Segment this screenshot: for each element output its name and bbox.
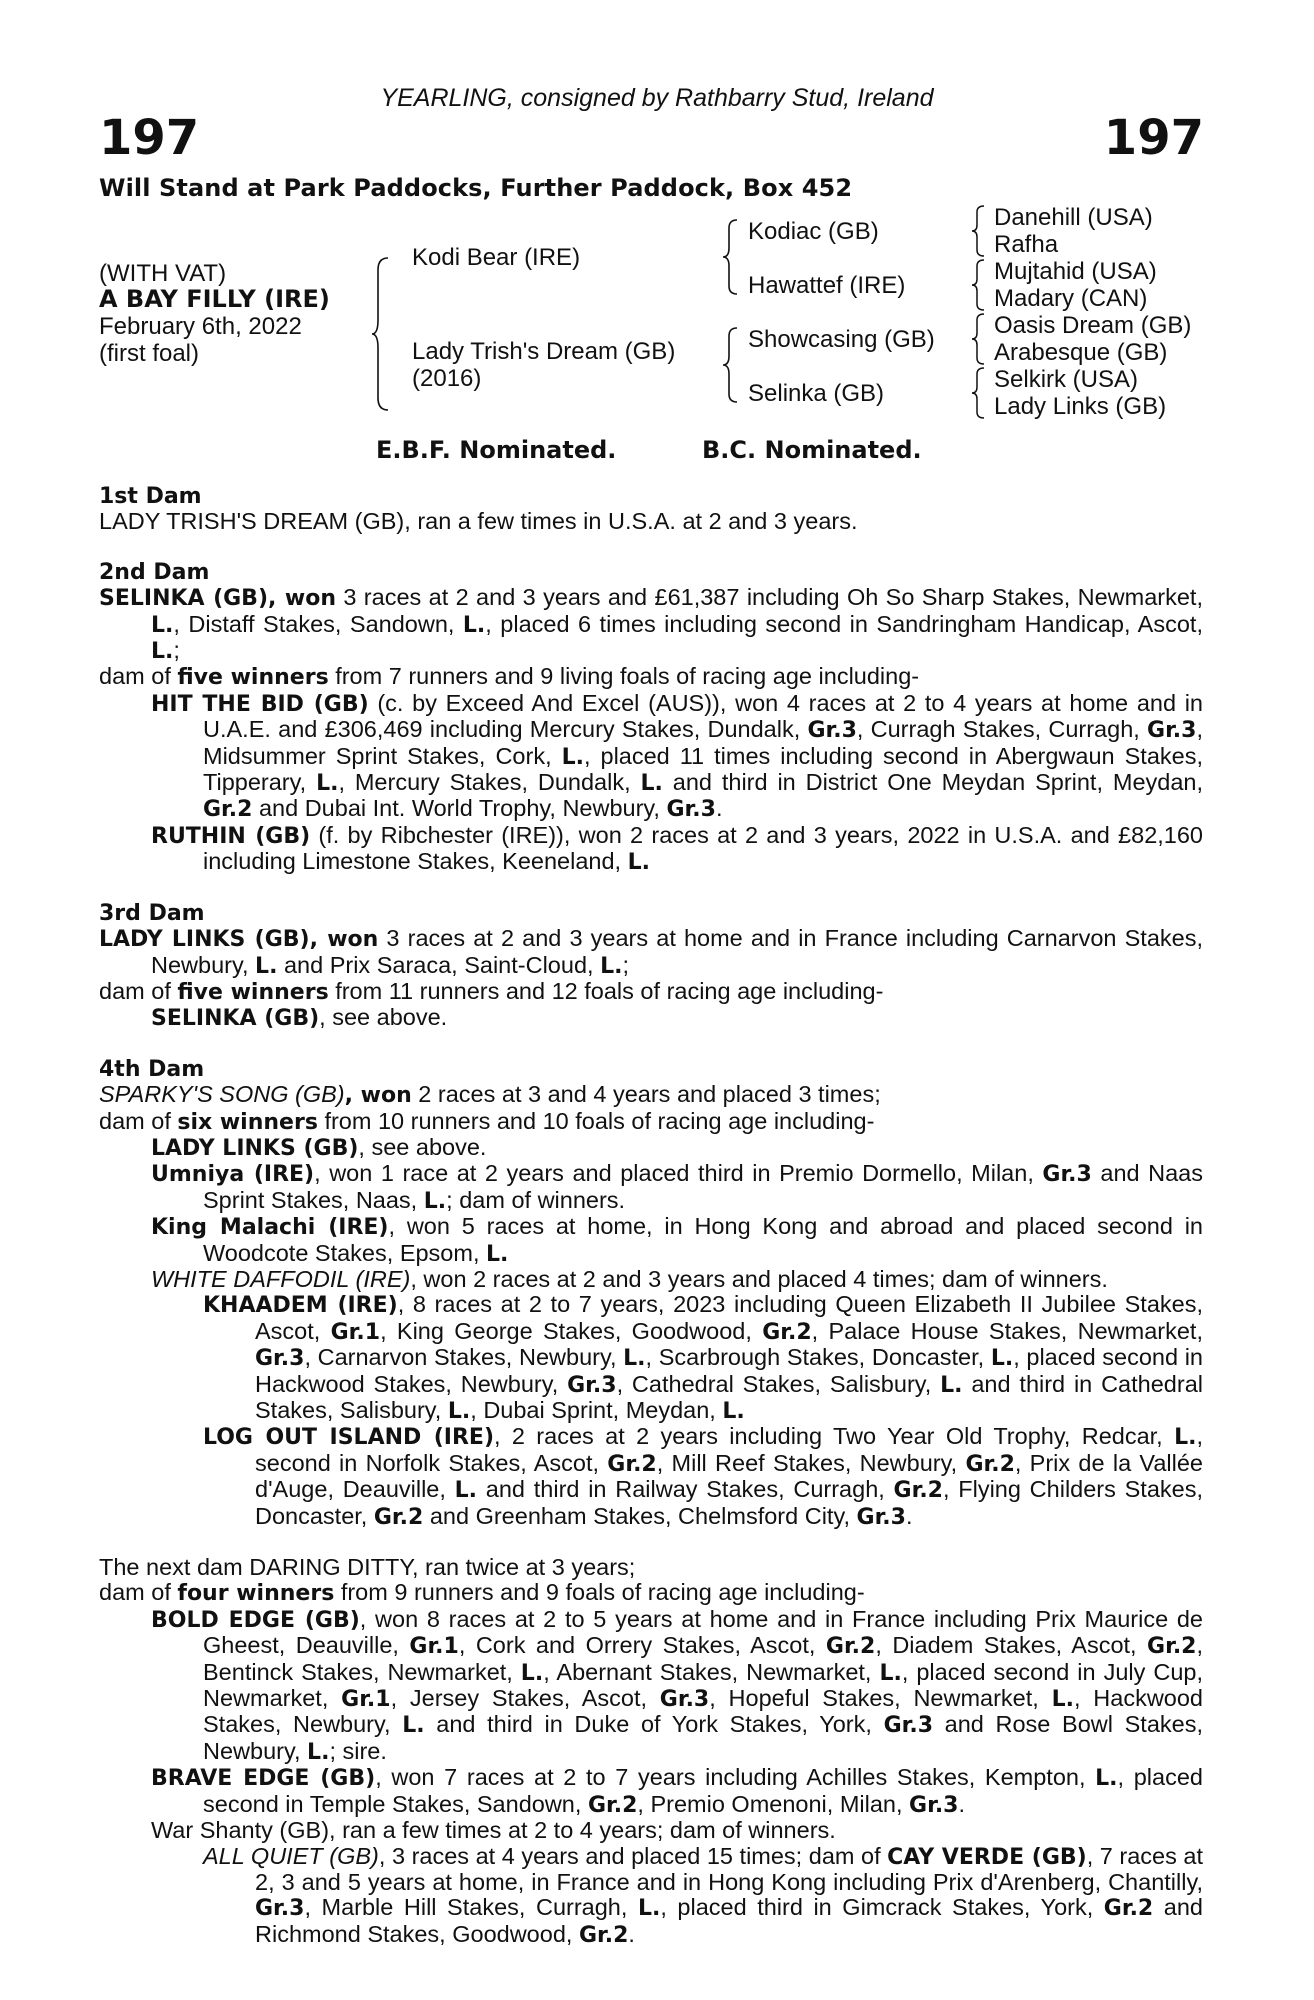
dam-dam: Selinka (GB): [748, 380, 885, 407]
sds: Mujtahid (USA): [994, 258, 1157, 285]
produce-lady-links: LADY LINKS (GB), see above.: [151, 1133, 487, 1161]
produce-selinka: SELINKA (GB), see above.: [151, 1004, 448, 1032]
second-dam-heading: 2nd Dam: [99, 559, 210, 585]
brace-gen3-1: [970, 204, 988, 258]
produce-brave-edge: BRAVE EDGE (GB), won 7 races at 2 to 7 years including Achilles Stakes, Kempton, L., placed second in Temple Stakes, Sandown, Gr.2, Premio Omenoni, Milan, Gr.3.: [151, 1764, 1203, 1818]
brace-gen3-3: [970, 312, 988, 366]
second-dam-entry: SELINKA (GB), won 3 races at 2 and 3 years and £61,387 including Oh So Sharp Stakes, Newmarket, L., Distaff Stakes, Sandown, L., placed 6 times including second in Sandringham Handicap, Ascot, L.;: [99, 584, 1203, 665]
produce-all-quiet: ALL QUIET (GB), 3 races at 4 years and placed 15 times; dam of CAY VERDE (GB), 7 races at 2, 3 and 5 years at home, in France and in Hong Kong including Prix d'Arenberg, Chantilly, Gr.3, Marble Hill Stakes, Curragh, L., placed third in Gimcrack Stakes, York, Gr.2 and Richmond Stakes, Goodwood, Gr.2.: [203, 1842, 1203, 1948]
sire-name: Kodi Bear (IRE): [412, 244, 581, 271]
next-dam-produce: dam of four winners from 9 runners and 9 foals of racing age including-: [99, 1579, 865, 1607]
dss: Oasis Dream (GB): [994, 312, 1192, 339]
third-dam-heading: 3rd Dam: [99, 900, 205, 926]
second-dam-produce: dam of five winners from 7 runners and 9 living foals of racing age including-: [99, 663, 920, 691]
consignor-line: YEARLING, consigned by Rathbarry Stud, Ireland: [380, 84, 934, 112]
brace-sire-parents: [721, 218, 741, 296]
produce-war-shanty: War Shanty (GB), ran a few times at 2 to 4 years; dam of winners.: [151, 1817, 836, 1844]
next-dam-intro: The next dam DARING DITTY, ran twice at 3 years;: [99, 1554, 636, 1581]
sire-dam: Hawattef (IRE): [748, 272, 906, 299]
produce-ruthin: RUTHIN (GB) (f. by Ribchester (IRE)), won 2 races at 2 and 3 years, 2022 in U.S.A. and £82,160 including Limestone Stakes, Keeneland, L.: [151, 821, 1204, 876]
foal-note: (first foal): [99, 340, 200, 367]
first-dam-heading: 1st Dam: [99, 484, 202, 509]
brace-dam-parents: [721, 326, 741, 404]
ddd: Lady Links (GB): [994, 393, 1167, 420]
fourth-dam-heading: 4th Dam: [99, 1056, 205, 1082]
catalogue-body: [99, 484, 1203, 1948]
brace-gen3-4: [970, 366, 988, 420]
ssd: Rafha: [994, 231, 1059, 258]
lot-number-right: 197: [1103, 110, 1204, 166]
fourth-dam-produce: dam of six winners from 10 runners and 10 foals of racing age including-: [99, 1107, 875, 1135]
foaling-date: February 6th, 2022: [99, 313, 302, 340]
produce-bold-edge: BOLD EDGE (GB), won 8 races at 2 to 5 years at home and in France including Prix Maurice de Gheest, Deauville, Gr.1, Cork and Orrery Stakes, Ascot, Gr.2, Diadem Stakes, Ascot, Gr.2, Bentinck Stakes, Newmarket, L., Abernant Stakes, Newmarket, L., placed second in July Cup, Newmarket, Gr.1, Jersey Stakes, Ascot, Gr.3, Hopeful Stakes, Newmarket, L., Hackwood Stakes, Newbury, L. and third in Duke of York Stakes, York, Gr.3 and Rose Bowl Stakes, Newbury, L.; sire.: [151, 1605, 1204, 1765]
lot-number-left: 197: [99, 110, 200, 166]
brace-sire-dam: [370, 256, 392, 412]
ebf-nominated: E.B.F. Nominated.: [376, 436, 617, 464]
produce-log-out-island: LOG OUT ISLAND (IRE), 2 races at 2 years including Two Year Old Trophy, Redcar, L., second in Norfolk Stakes, Ascot, Gr.2, Mill Reef Stakes, Newbury, Gr.2, Prix de la Vallée d'Auge, Deauville, L. and third in Railway Stakes, Curragh, Gr.2, Flying Childers Stakes, Doncaster, Gr.2 and Greenham Stakes, Chelmsford City, Gr.3.: [203, 1423, 1204, 1530]
produce-hit-the-bid: HIT THE BID (GB) (c. by Exceed And Excel (AUS)), won 4 races at 2 to 4 years at home and in U.A.E. and £306,469 including Mercury Stakes, Dundalk, Gr.3, Curragh Stakes, Curragh, Gr.3, Midsummer Sprint Stakes, Cork, L., placed 11 times including second in Abergwaun Stakes, Tipperary, L., Mercury Stakes, Dundalk, L. and third in District One Meydan Sprint, Meydan, Gr.2 and Dubai Int. World Trophy, Newbury, Gr.3.: [151, 689, 1204, 823]
first-dam-text: LADY TRISH'S DREAM (GB), ran a few times in U.S.A. at 2 and 3 years.: [99, 508, 858, 535]
stand-location: Will Stand at Park Paddocks, Further Paddock, Box 452: [99, 174, 853, 202]
produce-king-malachi: King Malachi (IRE), won 5 races at home, in Hong Kong and abroad and placed second in Woodcote Stakes, Epsom, L.: [151, 1213, 1204, 1267]
sire-sire: Kodiac (GB): [748, 218, 879, 245]
third-dam-entry: LADY LINKS (GB), won 3 races at 2 and 3 years at home and in France including Carnarvon Stakes, Newbury, L. and Prix Saraca, Saint-Cloud, L.;: [99, 925, 1203, 979]
horse-name: A BAY FILLY (IRE): [99, 285, 330, 313]
third-dam-produce: dam of five winners from 11 runners and 12 foals of racing age including-: [99, 977, 884, 1005]
dam-name: Lady Trish's Dream (GB): [412, 338, 676, 365]
sdd: Madary (CAN): [994, 285, 1148, 312]
produce-white-daffodil: WHITE DAFFODIL (IRE), won 2 races at 2 and 3 years and placed 4 times; dam of winners.: [151, 1265, 1108, 1292]
produce-umniya: Umniya (IRE), won 1 race at 2 years and placed third in Premio Dormello, Milan, Gr.3 and Naas Sprint Stakes, Naas, L.; dam of winners.: [151, 1160, 1203, 1214]
bc-nominated: B.C. Nominated.: [702, 436, 922, 464]
produce-khaadem: KHAADEM (IRE), 8 races at 2 to 7 years, 2023 including Queen Elizabeth II Jubilee Stakes, Ascot, Gr.1, King George Stakes, Goodwood, Gr.2, Palace House Stakes, Newmarket, Gr.3, Carnarvon Stakes, Newbury, L., Scarbrough Stakes, Doncaster, L., placed second in Hackwood Stakes, Newbury, Gr.3, Cathedral Stakes, Salisbury, L. and third in Cathedral Stakes, Salisbury, L., Dubai Sprint, Meydan, L.: [203, 1291, 1203, 1424]
dds: Selkirk (USA): [994, 366, 1139, 393]
brace-gen3-2: [970, 258, 988, 312]
vat-note: (WITH VAT): [99, 260, 227, 287]
dam-year: (2016): [412, 365, 482, 392]
fourth-dam-entry: SPARKY'S SONG (GB), won 2 races at 3 and 4 years and placed 3 times;: [99, 1081, 881, 1109]
sss: Danehill (USA): [994, 204, 1153, 231]
dam-sire: Showcasing (GB): [748, 326, 935, 353]
dsd: Arabesque (GB): [994, 339, 1168, 366]
